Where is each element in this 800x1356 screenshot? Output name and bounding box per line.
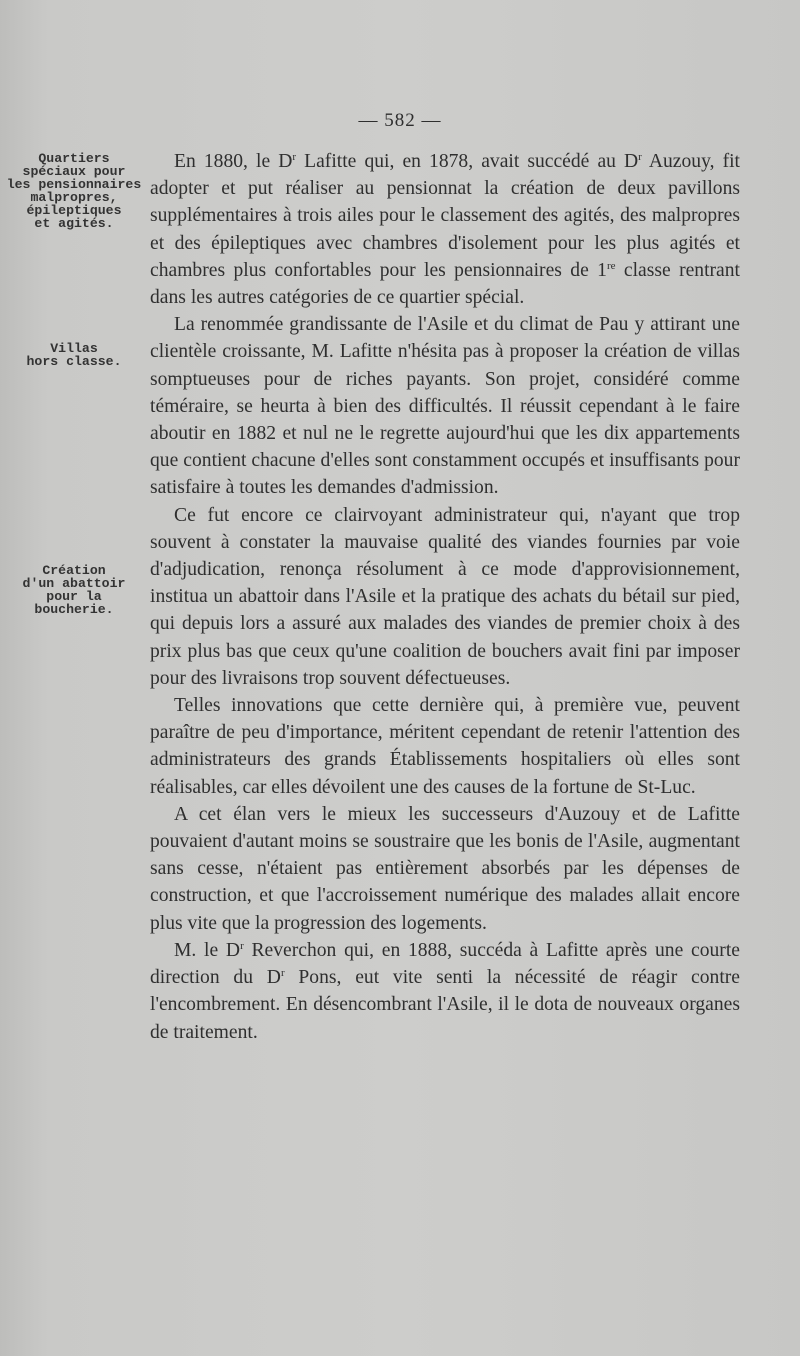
margin-note-line: d'un abattoir xyxy=(22,576,126,591)
margin-note-line: les pensionnaires xyxy=(6,177,142,192)
paragraph xyxy=(150,502,740,692)
text-run: Auzouy, fit adopter et put réaliser au pensionnat la création de deux pavillons supplémentaires à trois ailes pour le classement des agités, des malpropres et des épileptiques avec chambres d'isolement pour les plus agités et chambres plus confortables pour les pensionnaires de 1 xyxy=(150,151,740,281)
text-run: Telles innovations que cette dernière qui, à première vue, peuvent paraître de peu d'importance, méritent cependant de retenir l'attention des administrateurs des grands Établissements hospitaliers où elles sont réalisables, car elles dévoilent une des causes de la fortune de St-Luc. xyxy=(150,695,740,798)
superscript: r xyxy=(280,967,285,980)
text-run: En 1880, le D xyxy=(174,151,293,172)
margin-note-line: hors classe. xyxy=(26,354,122,369)
text-run: Pons, eut vite senti la nécessité de réagir contre l'encombrement. En désencombrant l'Asile, il le dota de nouveaux organes de traitement. xyxy=(150,967,740,1043)
superscript: re xyxy=(606,259,616,272)
text-run: Lafitte qui, en 1878, avait succédé au D xyxy=(296,151,639,172)
text-run: Reverchon qui, en 1888, succéda à Lafitte après une courte direction du D xyxy=(150,939,740,989)
paragraph xyxy=(150,801,740,937)
superscript: r xyxy=(638,151,642,163)
margin-note-line: malpropres, xyxy=(30,190,118,205)
margin-note-line: épileptiques xyxy=(26,203,122,218)
margin-note-line: spéciaux pour xyxy=(22,164,126,179)
margin-note-line: boucherie. xyxy=(34,602,114,617)
margin-note-line: et agités. xyxy=(34,216,114,231)
margin-note-villas xyxy=(0,342,148,368)
margin-note-line: pour la xyxy=(46,589,102,604)
margin-note-line: Création xyxy=(42,563,106,578)
superscript: r xyxy=(240,939,244,952)
text-run: classe rentrant dans les autres catégories de ce quartier spécial. xyxy=(150,259,740,309)
margin-note-quartiers xyxy=(0,152,148,230)
paragraph xyxy=(150,692,740,801)
margin-note-abattoir xyxy=(0,564,148,616)
superscript: r xyxy=(292,151,297,163)
margin-note-line: Villas xyxy=(50,341,98,356)
text-run: La renommée grandissante de l'Asile et du climat de Pau y attirant une clientèle croissante, M. Lafitte n'hésita pas à proposer la création de villas somptueuses pour de riches payants. Son projet, considéré comme téméraire, se heurta à bien des difficultés. Il réussit cependant à le faire aboutir en 1882 et nul ne le regrette aujourd'hui que les dix appartements que contient chacune d'elles sont constamment occupés et insuffisants pour satisfaire à toutes les demandes d'admission. xyxy=(150,314,740,499)
page-number: — 582 — xyxy=(358,110,442,131)
paragraph xyxy=(150,937,740,1046)
body-text xyxy=(150,148,740,1046)
paragraph xyxy=(150,148,740,311)
margin-note-line: Quartiers xyxy=(38,151,110,166)
text-run: A cet élan vers le mieux les successeurs d'Auzouy et de Lafitte pouvaient d'autant moins se soustraire que les bonis de l'Asile, augmentant sans cesse, n'étaient pas entièrement absorbés par les dépenses de construction, et que l'accroissement numérique des malades allait encore plus vite que la progression des logements. xyxy=(150,803,740,934)
text-run: Ce fut encore ce clairvoyant administrateur qui, n'ayant que trop souvent à constater la mauvaise qualité des viandes fournies par voie d'adjudication, renonça résolument à ce mode d'approvisionnement, institua un abattoir dans l'Asile et la pratique des achats du bétail sur pied, qui depuis lors a assuré aux malades des viandes de premier choix à des prix plus bas que ceux qu'une coalition de bouchers avait fini par imposer pour des livraisons trop souvent défectueuses. xyxy=(150,504,740,689)
text-run: M. le D xyxy=(174,939,241,961)
paragraph xyxy=(150,311,740,501)
